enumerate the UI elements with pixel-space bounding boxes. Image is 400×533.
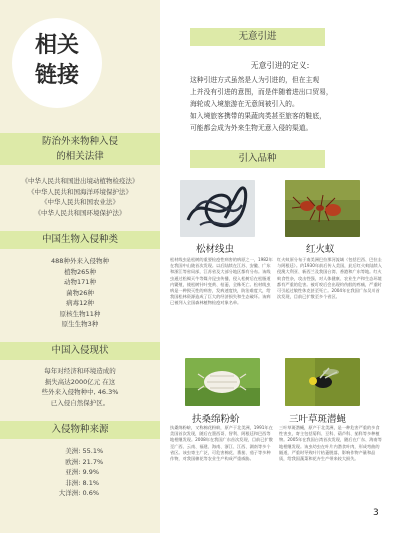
sources-title-band bbox=[0, 421, 160, 439]
mealybug-photo bbox=[185, 358, 260, 406]
source-region: 非洲: bbox=[65, 478, 81, 487]
source-region: 欧洲: bbox=[65, 457, 81, 466]
source-row bbox=[0, 488, 160, 499]
laws-title-line-1: 防治外来物种入侵 bbox=[41, 136, 118, 147]
source-value: 9.9% bbox=[82, 468, 100, 476]
source-value: 55.1% bbox=[82, 447, 104, 455]
source-value: 0.6% bbox=[82, 489, 100, 497]
sources-list bbox=[0, 446, 160, 499]
species-description: 红火蚁原分布于南美洲巴拉那河流域（包括巴西、巴拉圭与阿根廷）。约1930年前后传入美国，此后红火蚁陆续入侵澳大利亚、新西兰及我国台湾、香港和广东等地。红火蚁食性杂，攻击性强，对人体健康、农业生产和生态环境都有严重的危害。被叮咬后会出现灼伤般的疼痛，严重时可引起过敏性休克甚至死亡。2004年在我国广东吴川首次发现，目前已扩散至多个省区。 bbox=[277, 257, 382, 300]
species-count-item: 植物265种 bbox=[64, 267, 96, 276]
source-region: 亚洲: bbox=[65, 468, 81, 476]
definition-title: 无意引进的定义: bbox=[250, 61, 310, 70]
source-value: 8.1% bbox=[82, 478, 100, 487]
definition-line: 海轮或入境旅游在无意间被引入的。 bbox=[190, 100, 299, 108]
species-count-item: 原核生物11种 bbox=[59, 309, 101, 318]
heading-line-1: 相关 bbox=[34, 32, 79, 58]
species-name: 红火蚁 bbox=[306, 244, 335, 255]
law-item: 《中华人民共和国农业法》 bbox=[41, 198, 119, 206]
species-count-item: 原生生物3种 bbox=[61, 320, 99, 328]
fire-ant-image-icon bbox=[285, 180, 360, 237]
intro-title: 无意引进 bbox=[238, 31, 277, 42]
intro-title-band bbox=[190, 28, 325, 46]
species-count-item: 488种外来入侵物种 bbox=[51, 257, 109, 265]
species-name: 三叶草斑潜蝇 bbox=[289, 414, 347, 425]
nematode-photo bbox=[180, 180, 255, 237]
species-intro-title: 引入品种 bbox=[238, 153, 277, 164]
species-name: 松材线虫 bbox=[196, 244, 235, 255]
page-heading bbox=[12, 30, 102, 90]
species-description: 松材线虫是松树的重要检疫性病害的病原之一，1982年在我国中山陵首次发现。以后陆续在江苏、安徽、广东和浙江等省局部，江苏省及大部分地区都有分布。该线虫通过松褐天牛等媒介昆虫传播，侵入松树后在松脂道内繁殖，使松树针叶变黄、枯萎，全株死亡。松材线虫病是一种毁灭性的病害，发病速度快，防治难度大，给我国松林资源造成了巨大的经济损失和生态破坏。该病已被列入全国森林植物检疫对象名单。 bbox=[170, 257, 273, 306]
leafminer-image-icon bbox=[285, 358, 360, 406]
nematode-image-icon bbox=[180, 180, 255, 237]
fire-ant-photo bbox=[285, 180, 360, 237]
status-line: 些外来入侵物种中, 46.3% bbox=[41, 388, 119, 396]
source-region: 大洋洲: bbox=[58, 489, 81, 497]
status-line: 损失高达2000亿元 在这 bbox=[44, 377, 116, 386]
definition-text bbox=[190, 74, 395, 134]
sources-title: 入侵物种来源 bbox=[51, 424, 109, 435]
status-line: 已入侵自然保护区。 bbox=[50, 398, 110, 407]
source-row bbox=[0, 467, 160, 478]
definition-line: 这种引进方式虽然是人为引进的，但在主观 bbox=[190, 76, 320, 84]
definition-line: 上并没有引进的意图，而是伴随着进出口贸易， bbox=[190, 88, 333, 96]
definition-line: 可能都会成为外来生物无意入侵的渠道。 bbox=[190, 124, 313, 132]
source-region: 美洲: bbox=[65, 447, 81, 455]
species-description: 扶桑绵粉蚧，又称棉花粉蚧，原产于北美洲，1991年在美国首次发现，随后在墨西哥、智利、阿根廷和巴西等地相继发现。2008年在我国广东首次发现，目前已扩散至广西、云南、福建、海南、浙江、江西、湖南等多个省区。该虫寄主广泛，可危害棉花、番茄、茄子等多种作物，对我国棉花等农业生产构成严重威胁。 bbox=[170, 425, 273, 462]
laws-title-line-2: 的相关法律 bbox=[56, 151, 104, 162]
species-intro-band bbox=[190, 150, 325, 168]
law-item: 《中华人民共和国环境保护法》 bbox=[34, 208, 126, 217]
species-count-item: 病毒12种 bbox=[66, 299, 94, 307]
species-title: 中国生物入侵种类 bbox=[41, 234, 118, 245]
status-title-band bbox=[0, 342, 160, 360]
mealybug-image-icon bbox=[185, 358, 260, 406]
status-title: 中国入侵现状 bbox=[51, 345, 109, 356]
species-count-item: 动物171种 bbox=[64, 278, 96, 286]
species-counts bbox=[0, 256, 160, 330]
source-row bbox=[0, 478, 160, 489]
species-description: 三叶草斑潜蝇，原产于北美洲，是一种危害严重的多食性害虫，寄主包括菊科、豆科、葫芦科、茄科等多种植物。2005年在我国台湾首次发现，随后在广东、海南等地相继发现。该虫幼虫在叶片内潜食叶肉，形成弯曲的隧道，严重时导致叶片枯萎脱落，影响作物产量和品质，给我国蔬菜和花卉生产带来较大损失。 bbox=[279, 425, 382, 462]
species-name: 扶桑绵粉蚧 bbox=[192, 414, 240, 425]
leafminer-photo bbox=[285, 358, 360, 406]
source-value: 21.7% bbox=[82, 457, 104, 466]
law-item: 《中华人民共和国海洋环境保护法》 bbox=[28, 187, 132, 196]
status-line: 每年对经济和环境造成的 bbox=[44, 367, 116, 375]
species-count-item: 菌物26种 bbox=[66, 288, 94, 297]
source-row bbox=[0, 446, 160, 457]
species-title-band bbox=[0, 231, 160, 249]
definition-line: 如入境旅客携带的果蔬肉类甚至旅客的鞋底， bbox=[190, 112, 326, 120]
page-number: 3 bbox=[373, 508, 379, 518]
source-row bbox=[0, 457, 160, 468]
law-item: 《中华人民共和国进出境动植物检疫法》 bbox=[21, 177, 139, 185]
status-text bbox=[0, 366, 160, 408]
laws-list bbox=[0, 176, 160, 218]
heading-line-2: 链接 bbox=[34, 62, 79, 88]
laws-title-band bbox=[0, 133, 160, 165]
